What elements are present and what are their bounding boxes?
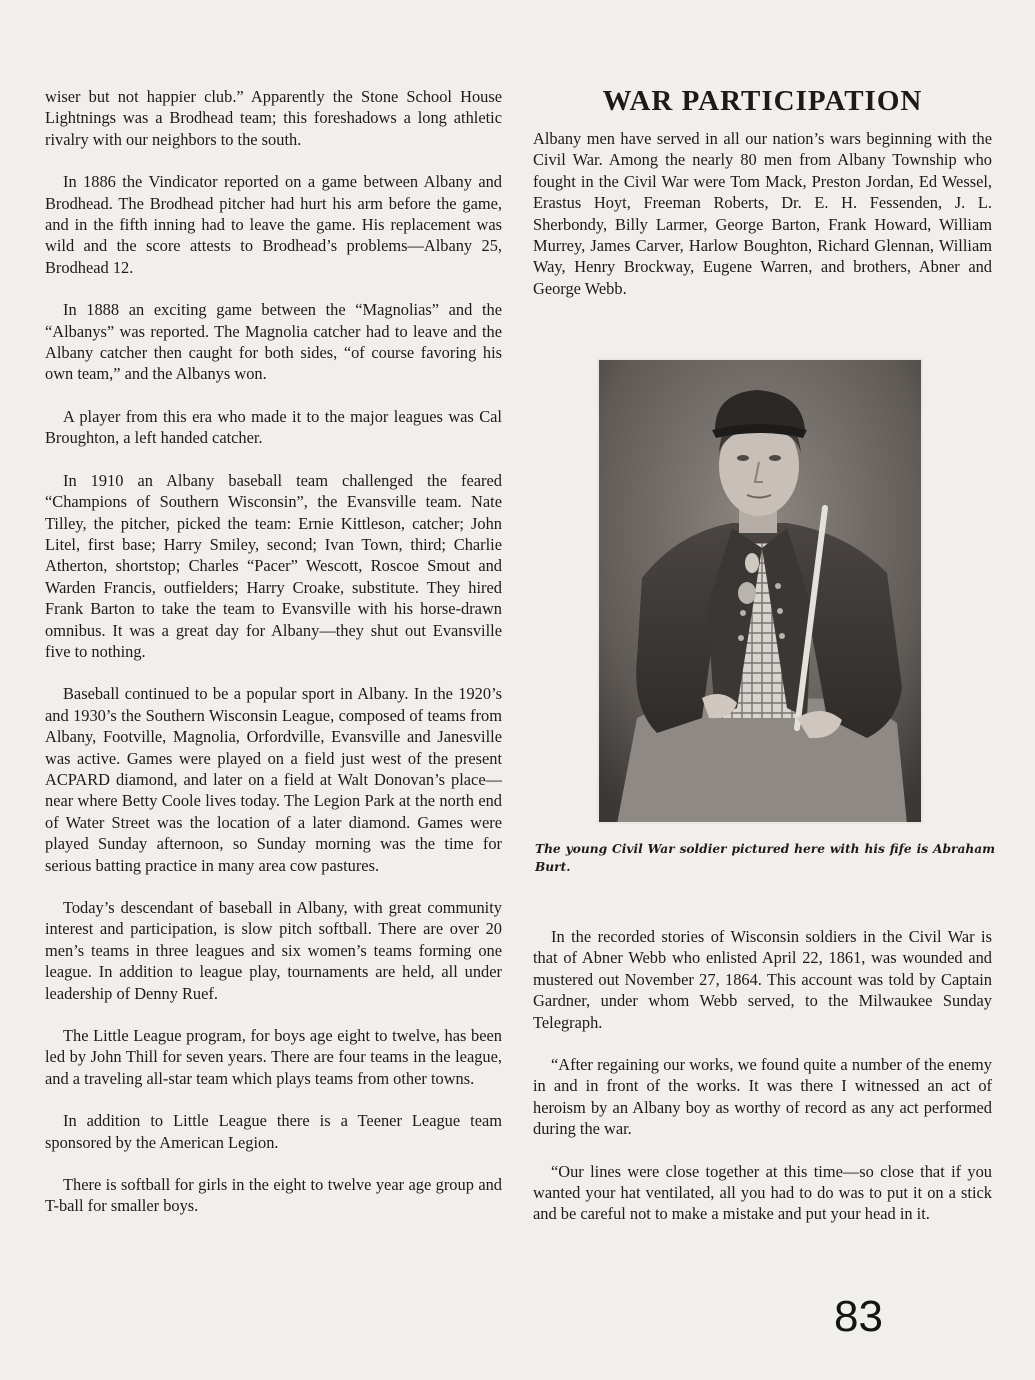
paragraph: In addition to Little League there is a Teener League team sponsored by the American Legion.	[45, 1111, 502, 1152]
section-heading: WAR PARTICIPATION	[602, 85, 923, 117]
paragraph: There is softball for girls in the eight to twelve year age group and T-ball for smaller boys.	[45, 1175, 502, 1216]
soldier-portrait-image	[597, 358, 923, 824]
right-column	[533, 86, 992, 320]
paragraph: In 1888 an exciting game between the “Magnolias” and the “Albanys” was reported. The Magnolia catcher had to leave and the Albany catcher then caught for both sides, “of course favoring his own team,” and the Albanys won.	[45, 300, 502, 384]
paragraph: wiser but not happier club.” Apparently the Stone School House Lightnings was a Brodhead team; this foreshadows a long athletic rivalry with our neighbors to the south.	[45, 87, 502, 149]
left-column	[45, 86, 502, 1238]
paragraph: In 1910 an Albany baseball team challenged the feared “Champions of Southern Wisconsin”, the Evansville team. Nate Tilley, the pitcher, picked the team: Ernie Kittleson, catcher; John Litel, first base; Harry Smiley, second; Ivan Town, third; Charlie Atherton, shortstop; Charles “Pacer” Wescott, Roscoe Smout and Warden Francis, outfielders; Harry Croake, substitute. They hired Frank Barton to take the team to Evansville with his horse-drawn omnibus. It was a great day for Albany—they shut out Evansville five to nothing.	[45, 470, 502, 661]
photo-caption: The young Civil War soldier pictured here with his fife is Abraham Burt.	[535, 842, 995, 874]
paragraph: “After regaining our works, we found quite a number of the enemy in and in front of the works. It was there I witnessed an act of heroism by an Albany boy as worthy of record as any act performed during the war.	[533, 1055, 992, 1139]
paragraph: The Little League program, for boys age eight to twelve, has been led by John Thill for seven years. There are four teams in the league, and a traveling all-star team which plays teams from other towns.	[45, 1026, 502, 1088]
paragraph: In the recorded stories of Wisconsin soldiers in the Civil War is that of Abner Webb who enlisted April 22, 1861, was wounded and mustered out November 27, 1864. This account was told by Captain Gardner, under whom Webb served, to the Milwaukee Sunday Telegraph.	[533, 927, 992, 1032]
soldier-photo	[597, 358, 923, 824]
intro-paragraph: Albany men have served in all our nation’s wars beginning with the Civil War. Among the nearly 80 men from Albany Township who fought in the Civil War were Tom Mack, Preston Jordan, Ed Wessel, Erastus Hoyt, Freeman Roberts, Dr. E. H. Fessenden, J. L. Sherbondy, Billy Larmer, George Barton, Frank Howard, William Murrey, James Carver, Harlow Boughton, Richard Glennan, William Way, Henry Brockway, Eugene Warren, and brothers, Abner and George Webb.	[533, 129, 992, 298]
right-column-continued	[533, 926, 992, 1246]
paragraph: Today’s descendant of baseball in Albany, with great community interest and participation, is slow pitch softball. There are over 20 men’s teams in three leagues and six women’s teams forming one league. In addition to league play, tournaments are held, all under leadership of Denny Ruef.	[45, 898, 502, 1003]
paragraph: Baseball continued to be a popular sport in Albany. In the 1920’s and 1930’s the Southern Wisconsin League, composed of teams from Albany, Footville, Magnolia, Orfordville, Evansville and Janesville was active. Games were played on a field just west of the present ACPARD diamond, and later on a field at Walt Donovan’s place—near where Betty Coole lives today. The Legion Park at the north end of Water Street was the location of a later diamond. Games were played Sunday afternoon, so Sunday morning was the time for serious batting practice in many area cow pastures.	[45, 684, 502, 875]
paragraph: In 1886 the Vindicator reported on a game between Albany and Brodhead. The Brodhead pitcher had hurt his arm before the game, and in the fifth inning had to leave the game. His replacement was wild and the score attests to Brodhead’s problems—Albany 25, Brodhead 12.	[45, 172, 502, 277]
paragraph: “Our lines were close together at this time—so close that if you wanted your hat ventilated, all you had to do was to put it on a stick and be careful not to make a mistake and put your head in it.	[533, 1161, 992, 1224]
page-number: 83	[834, 1292, 883, 1341]
paragraph: A player from this era who made it to the major leagues was Cal Broughton, a left handed catcher.	[45, 406, 502, 448]
